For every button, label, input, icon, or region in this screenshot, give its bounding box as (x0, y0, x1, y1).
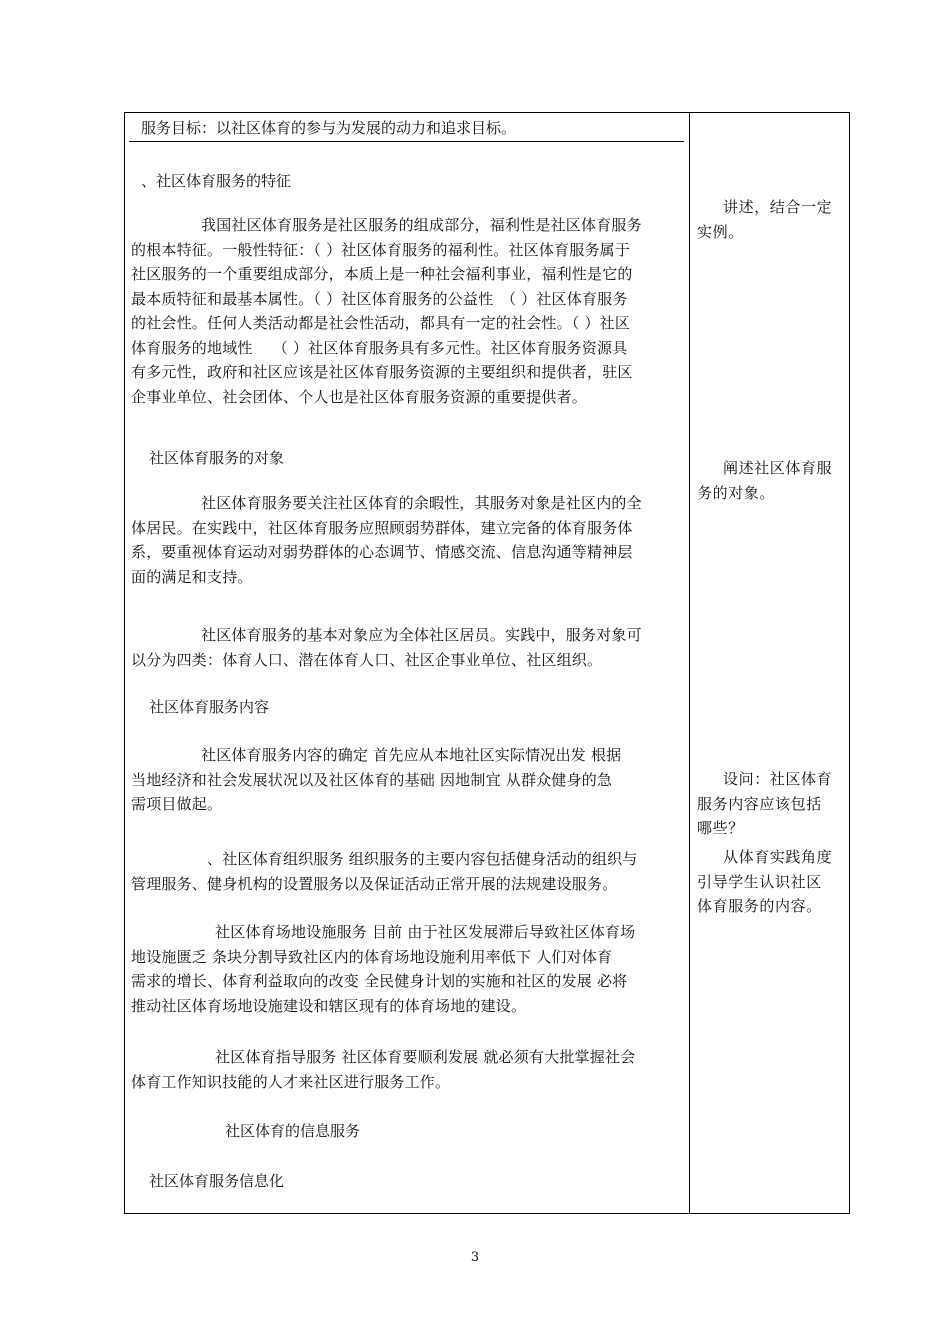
paragraph-content-3 (131, 920, 635, 1018)
teaching-note-4 (697, 845, 843, 919)
note-line: 服务内容应该包括 (697, 794, 822, 813)
text-line: 推动社区体育场地设施建设和辖区现有的体育场地的建设。 (131, 996, 527, 1015)
text-line: 体居民。在实践中，社区体育服务应照顾弱势群体，建立完备的体育服务体 (131, 518, 633, 537)
note-line: 阐述社区体育服 (723, 459, 833, 477)
text-line: 社区体育服务内容的确定 首先应从本地社区实际情况出发 根据 (201, 746, 622, 764)
section-heading-characteristics: 、社区体育服务的特征 (141, 172, 292, 190)
note-line: 引导学生认识社区 (697, 872, 822, 891)
page-number: 3 (470, 1250, 480, 1265)
text-line: 的社会性。任何人类活动都是社会性活动，都具有一定的社会性。（ ）社区 (131, 314, 631, 332)
text-line: 体育服务的地域性 （ ）社区体育服务具有多元性。社区体育服务资源具 (131, 338, 628, 357)
note-line: 务的对象。 (697, 483, 776, 502)
paragraph-content-2 (131, 847, 638, 896)
note-line: 实例。 (697, 222, 744, 241)
text-line: 、社区体育组织服务 组织服务的主要内容包括健身活动的组织与 (207, 850, 638, 868)
text-line: 管理服务、健身机构的设置服务以及保证活动正常开展的法规建设服务。 (131, 874, 618, 893)
service-goal: 服务目标：以社区体育的参与为发展的动力和追求目标。 (141, 119, 517, 137)
text-line: 需求的增长、体育利益取向的改变 全民健身计划的实施和社区的发展 必将 (131, 972, 628, 990)
text-line: 体育工作知识技能的人才来社区进行服务工作。 (131, 1072, 451, 1091)
section-heading-target: 社区体育服务的对象 (149, 449, 285, 467)
note-line: 体育服务的内容。 (697, 897, 822, 915)
text-line: 有多元性，政府和社区应该是社区体育服务资源的主要组织和提供者，驻区 (131, 363, 633, 381)
note-line: 从体育实践角度 (723, 848, 833, 866)
text-line: 社区体育场地设施服务 目前 由于社区发展滞后导致社区体育场 (215, 923, 636, 941)
teaching-note-1 (697, 195, 843, 244)
text-line: 系，要重视体育运动对弱势群体的心态调节、情感交流、信息沟通等精神层 (131, 543, 633, 561)
paragraph-content-1 (131, 743, 621, 817)
text-line: 社区服务的一个重要组成部分，本质上是一种社会福利事业，福利性是它的 (131, 265, 633, 283)
paragraph-target-1 (131, 491, 642, 589)
text-line: 最本质特征和最基本属性。（ ）社区体育服务的公益性 （ ）社区体育服务 (131, 289, 628, 308)
text-line: 社区体育指导服务 社区体育要顺利发展 就必须有大批掌握社会 (215, 1048, 636, 1066)
teaching-note-3 (697, 767, 843, 841)
paragraph-target-2 (131, 623, 642, 672)
text-line: 我国社区体育服务是社区服务的组成部分，福利性是社区体育服务 (201, 216, 642, 234)
note-line: 讲述，结合一定 (723, 198, 833, 216)
section-heading-content: 社区体育服务内容 (149, 698, 270, 716)
lesson-table (124, 112, 850, 1214)
paragraph-characteristics (131, 213, 642, 409)
text-line: 社区体育服务要关注社区体育的余暇性，其服务对象是社区内的全 (201, 494, 642, 512)
text-line: 社区体育服务的基本对象应为全体社区居员。实践中，服务对象可 (201, 626, 642, 644)
note-line: 设问：社区体育 (723, 770, 833, 788)
text-line: 面的满足和支持。 (131, 567, 253, 586)
teaching-note-2 (697, 456, 843, 505)
section-heading-info-service: 社区体育的信息服务 (225, 1122, 361, 1140)
text-line: 企事业单位、社会团体、个人也是社区体育服务资源的重要提供者。 (131, 387, 588, 406)
header-rule (129, 141, 684, 142)
text-line: 当地经济和社会发展状况以及社区体育的基础 因地制宜 从群众健身的急 (131, 770, 613, 789)
paragraph-content-4 (131, 1045, 635, 1094)
text-line: 的根本特征。一般性特征：（ ）社区体育服务的福利性。社区体育服务属于 (131, 240, 631, 259)
text-line: 需项目做起。 (131, 795, 223, 813)
section-heading-informatization: 社区体育服务信息化 (149, 1172, 285, 1190)
column-divider (689, 113, 690, 1213)
text-line: 地设施匮乏 条块分割导致社区内的体育场地设施利用率低下 人们对体育 (131, 947, 613, 966)
text-line: 以分为四类：体育人口、潜在体育人口、社区企事业单位、社区组织。 (131, 650, 603, 669)
note-line: 哪些？ (697, 819, 744, 837)
